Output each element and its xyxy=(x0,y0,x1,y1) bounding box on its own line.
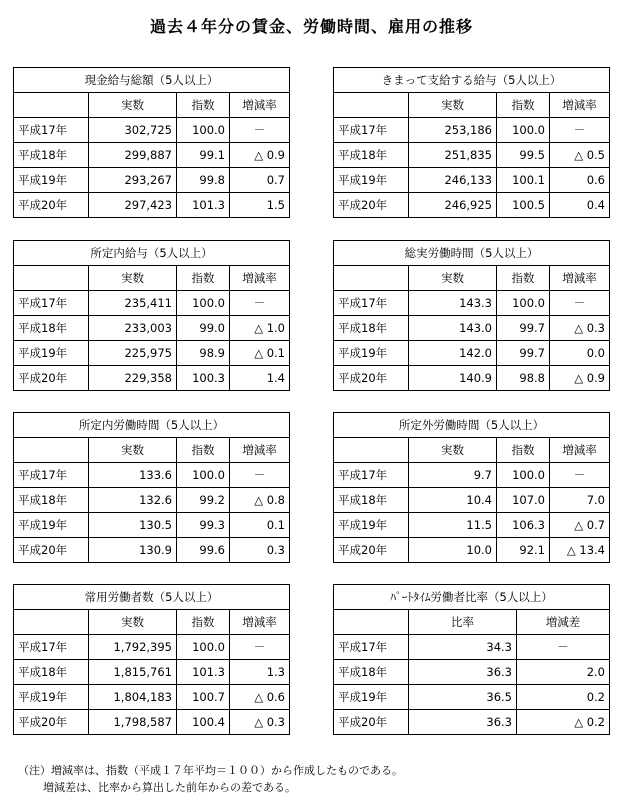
table-cell: △ 0.9 xyxy=(550,366,610,391)
table-cell: △ 0.8 xyxy=(230,488,290,513)
table-row xyxy=(14,710,290,735)
column-header: 実数 xyxy=(409,93,497,118)
table-cell: 0.3 xyxy=(230,538,290,563)
column-header xyxy=(334,93,409,118)
column-header: 増減率 xyxy=(230,266,290,291)
row-label: 平成20年 xyxy=(14,710,89,735)
table-cell: 98.8 xyxy=(497,366,550,391)
table-cell: 130.5 xyxy=(89,513,177,538)
table-cell: 1.4 xyxy=(230,366,290,391)
regular-employees-table xyxy=(13,584,290,735)
column-header xyxy=(14,93,89,118)
table-cell: 99.0 xyxy=(177,316,230,341)
table-cell: 100.4 xyxy=(177,710,230,735)
table-row xyxy=(334,463,610,488)
table-cell: － xyxy=(550,291,610,316)
table-cell: － xyxy=(230,118,290,143)
row-label: 平成19年 xyxy=(334,168,409,193)
row-label: 平成19年 xyxy=(334,685,409,710)
table-row xyxy=(334,193,610,218)
table-cell: 133.6 xyxy=(89,463,177,488)
row-label: 平成19年 xyxy=(334,513,409,538)
column-header: 指数 xyxy=(177,266,230,291)
row-label: 平成17年 xyxy=(14,291,89,316)
table-caption: ﾊﾟｰﾄﾀｲﾑ労働者比率（5人以上） xyxy=(334,585,610,610)
table-row xyxy=(14,193,290,218)
table-row xyxy=(334,366,610,391)
table-cell: 99.7 xyxy=(497,341,550,366)
column-header: 比率 xyxy=(409,610,517,635)
table-cell: △ 0.3 xyxy=(550,316,610,341)
table-cell: － xyxy=(230,291,290,316)
note-line-1: （注）増減率は、指数（平成１７年平均＝１００）から作成したものである。 xyxy=(18,764,403,777)
table-cell: △ 0.7 xyxy=(550,513,610,538)
table-row xyxy=(14,341,290,366)
table-cell: 297,423 xyxy=(89,193,177,218)
table-caption: 現金給与総額（5人以上） xyxy=(14,68,290,93)
table-cell: 99.8 xyxy=(177,168,230,193)
row-label: 平成17年 xyxy=(14,118,89,143)
table-cell: 92.1 xyxy=(497,538,550,563)
column-header xyxy=(334,266,409,291)
table-cell: － xyxy=(230,463,290,488)
table-cell: 107.0 xyxy=(497,488,550,513)
table-cell: 140.9 xyxy=(409,366,497,391)
table-cell: 99.7 xyxy=(497,316,550,341)
table-cell: 100.0 xyxy=(177,463,230,488)
row-label: 平成19年 xyxy=(334,341,409,366)
column-header xyxy=(14,266,89,291)
table-cell: 1,798,587 xyxy=(89,710,177,735)
table-cell: 106.3 xyxy=(497,513,550,538)
table-row xyxy=(14,316,290,341)
table-cell: － xyxy=(550,463,610,488)
part-time-ratio-table xyxy=(333,584,610,735)
table-cell: 100.7 xyxy=(177,685,230,710)
table-row xyxy=(14,513,290,538)
column-header: 実数 xyxy=(409,438,497,463)
table-cell: 1.3 xyxy=(230,660,290,685)
table-cell: △ 0.5 xyxy=(550,143,610,168)
table-cell: － xyxy=(550,118,610,143)
table-cell: 246,925 xyxy=(409,193,497,218)
column-header: 増減率 xyxy=(230,93,290,118)
table-cell: 299,887 xyxy=(89,143,177,168)
table-row xyxy=(334,685,610,710)
column-header: 実数 xyxy=(89,610,177,635)
row-label: 平成20年 xyxy=(14,538,89,563)
row-label: 平成18年 xyxy=(14,143,89,168)
table-cell: △ 0.3 xyxy=(230,710,290,735)
row-label: 平成20年 xyxy=(334,193,409,218)
column-header: 増減率 xyxy=(550,438,610,463)
table-cell: 1.5 xyxy=(230,193,290,218)
table-cell: 132.6 xyxy=(89,488,177,513)
row-label: 平成19年 xyxy=(14,341,89,366)
column-header: 実数 xyxy=(89,266,177,291)
table-cell: 1,792,395 xyxy=(89,635,177,660)
table-caption: 総実労働時間（5人以上） xyxy=(334,241,610,266)
row-label: 平成20年 xyxy=(14,366,89,391)
table-cell: 9.7 xyxy=(409,463,497,488)
table-cell: 100.0 xyxy=(497,291,550,316)
column-header xyxy=(14,438,89,463)
table-row xyxy=(14,488,290,513)
row-label: 平成19年 xyxy=(14,168,89,193)
table-cell: 1,815,761 xyxy=(89,660,177,685)
table-cell: 99.1 xyxy=(177,143,230,168)
column-header: 実数 xyxy=(89,93,177,118)
total-hours-table xyxy=(333,240,610,391)
table-cell: 229,358 xyxy=(89,366,177,391)
table-cell: 34.3 xyxy=(409,635,517,660)
table-row xyxy=(14,685,290,710)
column-header: 指数 xyxy=(497,266,550,291)
table-cell: 302,725 xyxy=(89,118,177,143)
row-label: 平成17年 xyxy=(334,635,409,660)
table-cell: 0.0 xyxy=(550,341,610,366)
row-label: 平成18年 xyxy=(334,488,409,513)
table-cell: 99.3 xyxy=(177,513,230,538)
table-cell: 100.1 xyxy=(497,168,550,193)
table-cell: 143.0 xyxy=(409,316,497,341)
table-cell: 233,003 xyxy=(89,316,177,341)
column-header: 増減率 xyxy=(230,438,290,463)
table-cell: 143.3 xyxy=(409,291,497,316)
table-cell: 0.7 xyxy=(230,168,290,193)
table-cell: 100.0 xyxy=(497,463,550,488)
row-label: 平成18年 xyxy=(14,316,89,341)
notes xyxy=(18,762,403,796)
table-row xyxy=(334,341,610,366)
row-label: 平成17年 xyxy=(334,463,409,488)
column-header xyxy=(14,610,89,635)
table-row xyxy=(14,291,290,316)
row-label: 平成17年 xyxy=(334,291,409,316)
table-cell: 11.5 xyxy=(409,513,497,538)
row-label: 平成20年 xyxy=(334,710,409,735)
table-cell: 36.3 xyxy=(409,660,517,685)
column-header: 増減率 xyxy=(550,266,610,291)
table-cell: △ 1.0 xyxy=(230,316,290,341)
table-row xyxy=(14,660,290,685)
cash-earnings-table xyxy=(13,67,290,218)
table-cell: 0.1 xyxy=(230,513,290,538)
table-cell: 36.5 xyxy=(409,685,517,710)
table-cell: 99.6 xyxy=(177,538,230,563)
table-cell: 251,835 xyxy=(409,143,497,168)
table-row xyxy=(14,463,290,488)
table-row xyxy=(334,168,610,193)
table-cell: 101.3 xyxy=(177,193,230,218)
table-cell: △ 0.1 xyxy=(230,341,290,366)
table-row xyxy=(334,291,610,316)
table-caption: 常用労働者数（5人以上） xyxy=(14,585,290,610)
page-title: 過去４年分の賃金、労働時間、雇用の推移 xyxy=(149,17,473,36)
table-cell: 293,267 xyxy=(89,168,177,193)
table-cell: 7.0 xyxy=(550,488,610,513)
table-cell: △ 0.6 xyxy=(230,685,290,710)
row-label: 平成17年 xyxy=(14,635,89,660)
table-cell: △ 0.2 xyxy=(517,710,610,735)
table-row xyxy=(14,635,290,660)
row-label: 平成20年 xyxy=(334,538,409,563)
table-cell: 100.0 xyxy=(177,635,230,660)
table-cell: 100.0 xyxy=(177,118,230,143)
table-caption: 所定内労働時間（5人以上） xyxy=(14,413,290,438)
row-label: 平成18年 xyxy=(334,660,409,685)
table-cell: 0.6 xyxy=(550,168,610,193)
table-cell: 101.3 xyxy=(177,660,230,685)
row-label: 平成18年 xyxy=(334,143,409,168)
row-label: 平成17年 xyxy=(334,118,409,143)
table-cell: 10.0 xyxy=(409,538,497,563)
table-cell: － xyxy=(517,635,610,660)
table-row xyxy=(334,513,610,538)
column-header: 指数 xyxy=(177,93,230,118)
table-row xyxy=(14,538,290,563)
table-cell: 0.4 xyxy=(550,193,610,218)
note-line-2: 増減差は、比率から算出した前年からの差である。 xyxy=(43,781,296,794)
column-header: 指数 xyxy=(497,438,550,463)
row-label: 平成18年 xyxy=(14,660,89,685)
row-label: 平成19年 xyxy=(14,513,89,538)
table-caption: きまって支給する給与（5人以上） xyxy=(334,68,610,93)
table-cell: 100.0 xyxy=(177,291,230,316)
column-header: 実数 xyxy=(89,438,177,463)
contractual-earnings-table xyxy=(333,67,610,218)
row-label: 平成17年 xyxy=(14,463,89,488)
column-header xyxy=(334,438,409,463)
table-row xyxy=(14,366,290,391)
column-header: 実数 xyxy=(409,266,497,291)
column-header: 指数 xyxy=(497,93,550,118)
table-cell: 100.3 xyxy=(177,366,230,391)
column-header xyxy=(334,610,409,635)
table-cell: 10.4 xyxy=(409,488,497,513)
column-header: 指数 xyxy=(177,438,230,463)
table-cell: △ 13.4 xyxy=(550,538,610,563)
table-cell: 100.5 xyxy=(497,193,550,218)
table-cell: 99.5 xyxy=(497,143,550,168)
table-row xyxy=(334,710,610,735)
column-header: 指数 xyxy=(177,610,230,635)
table-cell: 225,975 xyxy=(89,341,177,366)
row-label: 平成19年 xyxy=(14,685,89,710)
table-cell: 235,411 xyxy=(89,291,177,316)
table-cell: － xyxy=(230,635,290,660)
scheduled-hours-table xyxy=(13,412,290,563)
table-cell: 100.0 xyxy=(497,118,550,143)
table-caption: 所定外労働時間（5人以上） xyxy=(334,413,610,438)
table-row xyxy=(334,316,610,341)
table-cell: 1,804,183 xyxy=(89,685,177,710)
table-cell: 36.3 xyxy=(409,710,517,735)
table-row xyxy=(334,538,610,563)
row-label: 平成18年 xyxy=(334,316,409,341)
table-cell: 142.0 xyxy=(409,341,497,366)
column-header: 増減率 xyxy=(550,93,610,118)
row-label: 平成20年 xyxy=(14,193,89,218)
table-row xyxy=(334,660,610,685)
row-label: 平成18年 xyxy=(14,488,89,513)
table-cell: 253,186 xyxy=(409,118,497,143)
table-cell: △ 0.9 xyxy=(230,143,290,168)
table-cell: 99.2 xyxy=(177,488,230,513)
table-row xyxy=(334,488,610,513)
table-row xyxy=(334,118,610,143)
table-row xyxy=(14,168,290,193)
table-row xyxy=(334,143,610,168)
table-row xyxy=(14,143,290,168)
scheduled-earnings-table xyxy=(13,240,290,391)
table-cell: 98.9 xyxy=(177,341,230,366)
table-cell: 2.0 xyxy=(517,660,610,685)
column-header: 増減差 xyxy=(517,610,610,635)
overtime-hours-table xyxy=(333,412,610,563)
table-row xyxy=(14,118,290,143)
row-label: 平成20年 xyxy=(334,366,409,391)
table-cell: 246,133 xyxy=(409,168,497,193)
table-cell: 130.9 xyxy=(89,538,177,563)
table-cell: 0.2 xyxy=(517,685,610,710)
table-row xyxy=(334,635,610,660)
table-caption: 所定内給与（5人以上） xyxy=(14,241,290,266)
column-header: 増減率 xyxy=(230,610,290,635)
